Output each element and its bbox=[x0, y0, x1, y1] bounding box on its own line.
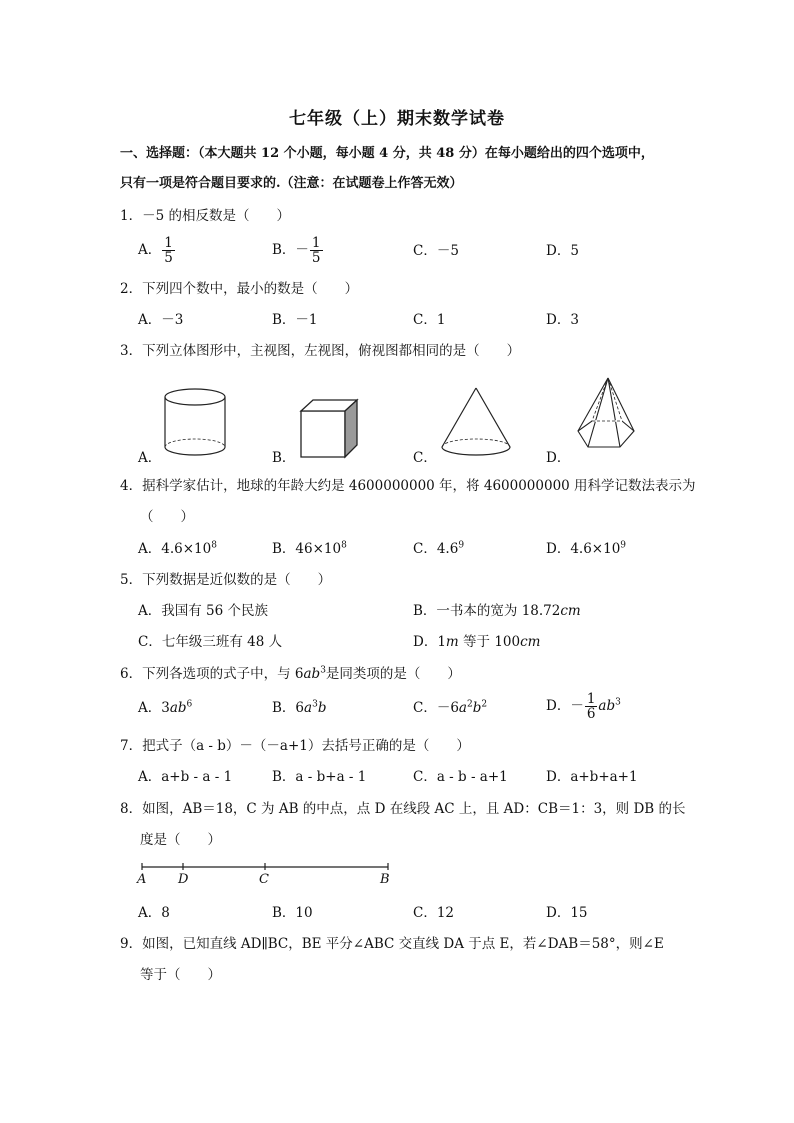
question-6-option-d: D．－ $\frac{1}{6}$ $ab^3$ bbox=[546, 691, 621, 722]
question-3-option-a: A． bbox=[138, 450, 162, 466]
point-label-c: C bbox=[259, 872, 269, 887]
question-2-option-c: C．1 bbox=[413, 312, 446, 328]
question-3-option-d: D． bbox=[546, 450, 571, 466]
question-4-option-a: A．$4.6\times 10^8$ bbox=[138, 540, 217, 557]
question-7-option-c: C．a - b - a+1 bbox=[413, 769, 508, 785]
question-5-option-c: C．七年级三班有 48 人 bbox=[138, 634, 283, 650]
question-2-stem: 2．下列四个数中，最小的数是（ ） bbox=[120, 281, 359, 297]
question-5-option-d: D．1m 等于 100cm bbox=[413, 634, 541, 650]
question-8-option-a: A．8 bbox=[138, 905, 170, 921]
cone-icon bbox=[438, 385, 514, 461]
pyramid-icon bbox=[570, 375, 650, 465]
cylinder-icon bbox=[160, 385, 230, 463]
question-1-option-b: B．－ $\frac{1}{5}$ bbox=[272, 235, 321, 266]
question-2-option-d: D．3 bbox=[546, 312, 579, 328]
question-1-option-a: A． $\frac{1}{5}$ bbox=[138, 235, 173, 266]
question-2-option-a: A．－3 bbox=[138, 312, 184, 328]
question-2-option-b: B．－1 bbox=[272, 312, 318, 328]
question-7-option-a: A．a+b - a - 1 bbox=[138, 769, 233, 785]
question-3-option-c: C． bbox=[413, 450, 437, 466]
question-4-stem-line1: 4．据科学家估计，地球的年龄大约是 4600000000 年，将 4600000000 用科学记数法表示为 bbox=[120, 478, 696, 494]
question-9-stem-line1: 9．如图，已知直线 AD∥BC，BE 平分∠ABC 交直线 DA 于点 E，若∠DAB＝58°，则∠E bbox=[120, 936, 664, 952]
question-5-option-b: B．一书本的宽为 18.72cm bbox=[413, 603, 581, 619]
question-4-option-c: C．$4.6^9$ bbox=[413, 540, 465, 557]
section-instructions-line1: 一、选择题：（本大题共 12 个小题，每小题 4 分，共 48 分）在每小题给出的四个选项中， bbox=[120, 146, 654, 161]
section-instructions-line2: 只有一项是符合题目要求的.（注意：在试题卷上作答无效） bbox=[120, 176, 463, 191]
cube-icon bbox=[297, 395, 363, 461]
question-7-option-b: B．a - b+a - 1 bbox=[272, 769, 367, 785]
question-6-option-c: C．$-6a^2b^2$ bbox=[413, 699, 488, 716]
question-8-stem-line1: 8．如图，AB＝18，C 为 AB 的中点，点 D 在线段 AC 上，且 AD：CB＝1：3，则 DB 的长 bbox=[120, 801, 686, 817]
point-label-b: B bbox=[380, 872, 390, 887]
question-4-stem-line2: （ ） bbox=[140, 509, 194, 525]
question-6-option-b: B．$6a^3b$ bbox=[272, 699, 327, 716]
question-4-option-b: B．$46\times 10^8$ bbox=[272, 540, 347, 557]
question-5-stem: 5．下列数据是近似数的是（ ） bbox=[120, 572, 332, 588]
question-6-option-a: A．$3ab^6$ bbox=[138, 699, 193, 716]
question-4-option-d: D．$4.6\times 10^9$ bbox=[546, 540, 627, 557]
question-8-stem-line2: 度是（ ） bbox=[140, 832, 221, 848]
question-8-option-c: C．12 bbox=[413, 905, 455, 921]
question-7-option-d: D．a+b+a+1 bbox=[546, 769, 638, 785]
point-label-a: A bbox=[137, 872, 147, 887]
point-label-d: D bbox=[178, 872, 189, 887]
question-8-option-b: B．10 bbox=[272, 905, 313, 921]
question-9-stem-line2: 等于（ ） bbox=[140, 967, 221, 983]
question-6-stem: 6．下列各选项的式子中，与 $6ab^3$是同类项的是（ ） bbox=[120, 665, 461, 682]
question-1-stem: 1．－5 的相反数是（ ） bbox=[120, 208, 290, 224]
question-7-stem: 7．把式子（a - b）－（－a+1）去括号正确的是（ ） bbox=[120, 738, 470, 754]
page-title: 七年级（上）期末数学试卷 bbox=[289, 109, 505, 129]
question-1-option-c: C．－5 bbox=[413, 243, 459, 259]
question-5-option-a: A．我国有 56 个民族 bbox=[138, 603, 269, 619]
question-1-option-d: D．5 bbox=[546, 243, 579, 259]
question-3-stem: 3．下列立体图形中，主视图，左视图，俯视图都相同的是（ ） bbox=[120, 343, 521, 359]
question-3-option-b: B． bbox=[272, 450, 296, 466]
question-8-option-d: D．15 bbox=[546, 905, 588, 921]
